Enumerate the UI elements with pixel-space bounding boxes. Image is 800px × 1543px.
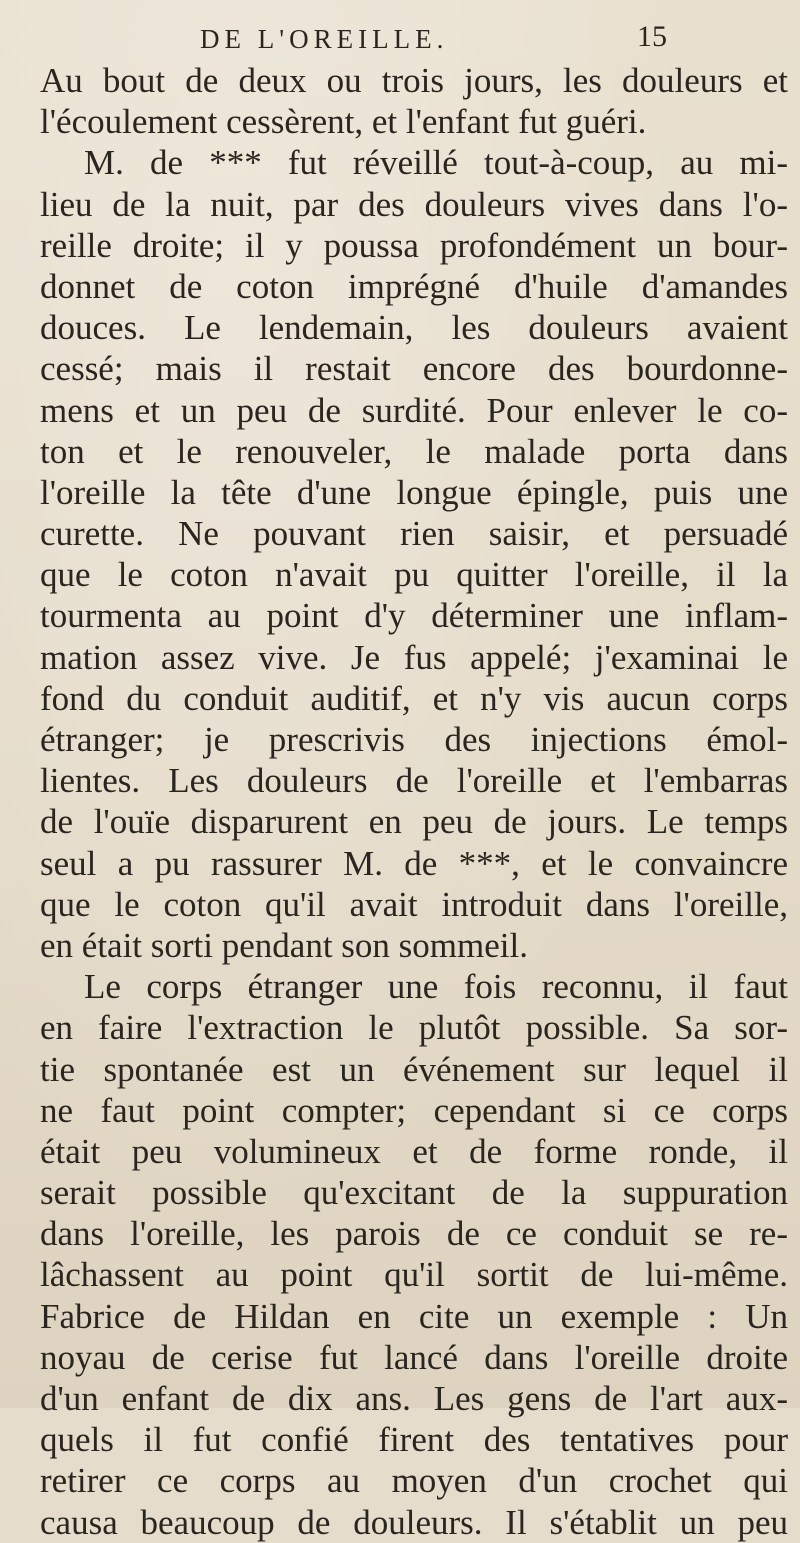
- text-line: curette. Ne pouvant rien saisir, et persuadé: [40, 514, 788, 554]
- text-line: mation assez vive. Je fus appelé; j'examinai le: [40, 637, 788, 677]
- text-line: que le coton qu'il avait introduit dans l'oreille,: [40, 884, 788, 924]
- text-line: mens et un peu de surdité. Pour enlever le co-: [40, 390, 788, 430]
- text-line: Fabrice de Hildan en cite un exemple : Un: [40, 1296, 788, 1336]
- page-number: 15: [637, 20, 667, 53]
- text-line: donnet de coton imprégné d'huile d'amandes: [40, 266, 788, 306]
- text-line: quels il fut confié firent des tentatives pour: [40, 1420, 788, 1460]
- text-line: lientes. Les douleurs de l'oreille et l'embarras: [40, 761, 788, 801]
- text-line: M. de *** fut réveillé tout-à-coup, au mi-: [84, 143, 788, 183]
- body-text: [40, 60, 788, 1543]
- text-line: tie spontanée est un événement sur lequel il: [40, 1049, 788, 1089]
- text-line: noyau de cerise fut lancé dans l'oreille droite: [40, 1337, 788, 1377]
- text-line: de l'ouïe disparurent en peu de jours. Le temps: [40, 802, 788, 842]
- text-line: seul a pu rassurer M. de ***, et le convaincre: [40, 843, 788, 883]
- text-line: que le coton n'avait pu quitter l'oreille, il la: [40, 555, 788, 595]
- text-line: d'un enfant de dix ans. Les gens de l'art aux-: [40, 1379, 788, 1418]
- text-line: ne faut point compter; cependant si ce corps: [40, 1090, 788, 1130]
- text-line: retirer ce corps au moyen d'un crochet qui: [40, 1461, 788, 1501]
- text-line: lâchassent au point qu'il sortit de lui-même.: [40, 1255, 788, 1295]
- text-line: l'écoulement cessèrent, et l'enfant fut guéri.: [40, 102, 647, 142]
- text-line: ton et le renouveler, le malade porta dans: [40, 431, 788, 471]
- text-line: en était sorti pendant son sommeil.: [40, 925, 528, 965]
- text-line: était peu volumineux et de forme ronde, il: [40, 1131, 788, 1171]
- text-line: en faire l'extraction le plutôt possible. Sa sor-: [40, 1008, 788, 1048]
- text-line: Au bout de deux ou trois jours, les douleurs et: [40, 61, 788, 100]
- text-line: serait possible qu'excitant de la suppuration: [40, 1173, 788, 1213]
- text-line: dans l'oreille, les parois de ce conduit se re-: [40, 1214, 788, 1254]
- text-line: l'oreille la tête d'une longue épingle, puis une: [40, 472, 788, 512]
- text-line: tourmenta au point d'y déterminer une inflam-: [40, 596, 788, 636]
- text-line: étranger; je prescrivis des injections émol-: [40, 720, 788, 759]
- text-line: douces. Le lendemain, les douleurs avaient: [40, 308, 788, 348]
- text-line: lieu de la nuit, par des douleurs vives dans l'o-: [40, 184, 788, 224]
- text-line: cessé; mais il restait encore des bourdonne-: [40, 349, 788, 389]
- text-line: reille droite; il y poussa profondément un bour-: [40, 225, 788, 265]
- page-header: [0, 18, 800, 58]
- text-line: fond du conduit auditif, et n'y vis aucun corps: [40, 678, 788, 718]
- text-line: causa beaucoup de douleurs. Il s'établit un peu: [40, 1502, 788, 1542]
- running-head: DE L'OREILLE.: [200, 24, 449, 54]
- text-line: Le corps étranger une fois reconnu, il faut: [84, 967, 788, 1007]
